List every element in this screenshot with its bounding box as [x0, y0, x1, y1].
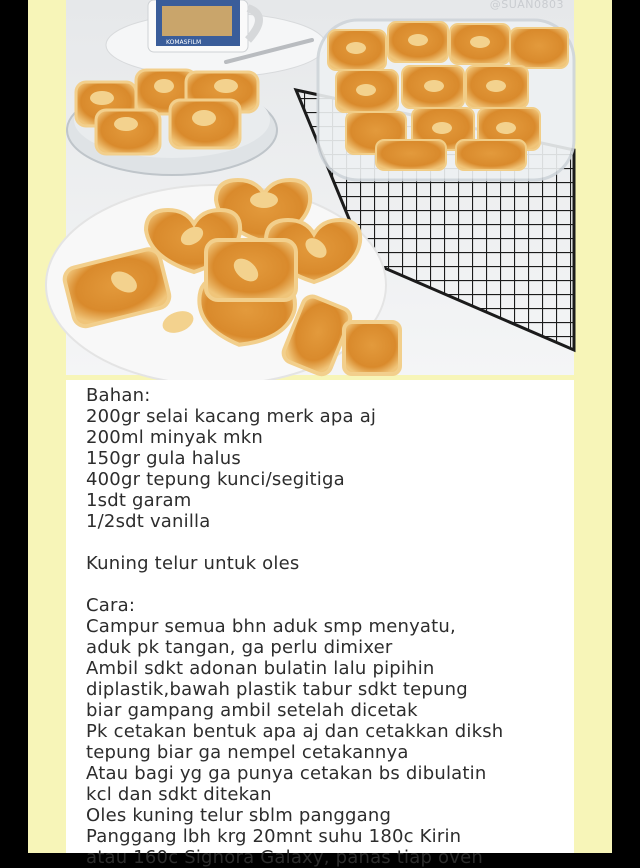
spacer	[86, 574, 574, 595]
spacer	[86, 532, 574, 553]
method-line: kcl dan sdkt ditekan	[86, 784, 272, 805]
method-line: Atau bagi yg ga punya cetakan bs dibulatin	[86, 763, 487, 784]
method-line: Oles kuning telur sblm panggang	[86, 805, 392, 826]
cookie-photo	[66, 0, 574, 375]
ingredient-item: 400gr tepung kunci/segitiga	[86, 469, 345, 490]
method-line: Pk cetakan bentuk apa aj dan cetakkan diksh	[86, 721, 504, 742]
glaze-note: Kuning telur untuk oles	[86, 553, 300, 574]
ingredient-item: 150gr gula halus	[86, 448, 241, 469]
recipe-card	[66, 380, 574, 868]
method-line: Ambil sdkt adonan bulatin lalu pipihin	[86, 658, 435, 679]
method-line: diplastik,bawah plastik tabur sdkt tepung	[86, 679, 468, 700]
watermark: @SUAN0803	[489, 0, 564, 11]
glass-bowl	[67, 70, 277, 175]
method-line: Panggang lbh krg 20mnt suhu 180c Kirin	[86, 826, 462, 847]
method-line: aduk pk tangan, ga perlu dimixer	[86, 637, 393, 658]
method-heading: Cara:	[86, 595, 136, 616]
method-line: biar gampang ambil setelah dicetak	[86, 700, 418, 721]
ingredients-heading: Bahan:	[86, 385, 151, 406]
method-line: atau 160c Signora Galaxy, panas tiap oven	[86, 847, 483, 868]
recipe-text	[66, 380, 574, 868]
ingredient-item: 200ml minyak mkn	[86, 427, 263, 448]
method-line: Campur semua bhn aduk smp menyatu,	[86, 616, 456, 637]
cookie-jar	[318, 20, 574, 180]
mug-label: KOMASFILM	[166, 39, 202, 46]
ingredient-item: 1/2sdt vanilla	[86, 511, 211, 532]
cookie-illustration	[66, 0, 574, 375]
ingredient-item: 1sdt garam	[86, 490, 192, 511]
method-line: tepung biar ga nempel cetakannya	[86, 742, 409, 763]
ingredient-item: 200gr selai kacang merk apa aj	[86, 406, 377, 427]
